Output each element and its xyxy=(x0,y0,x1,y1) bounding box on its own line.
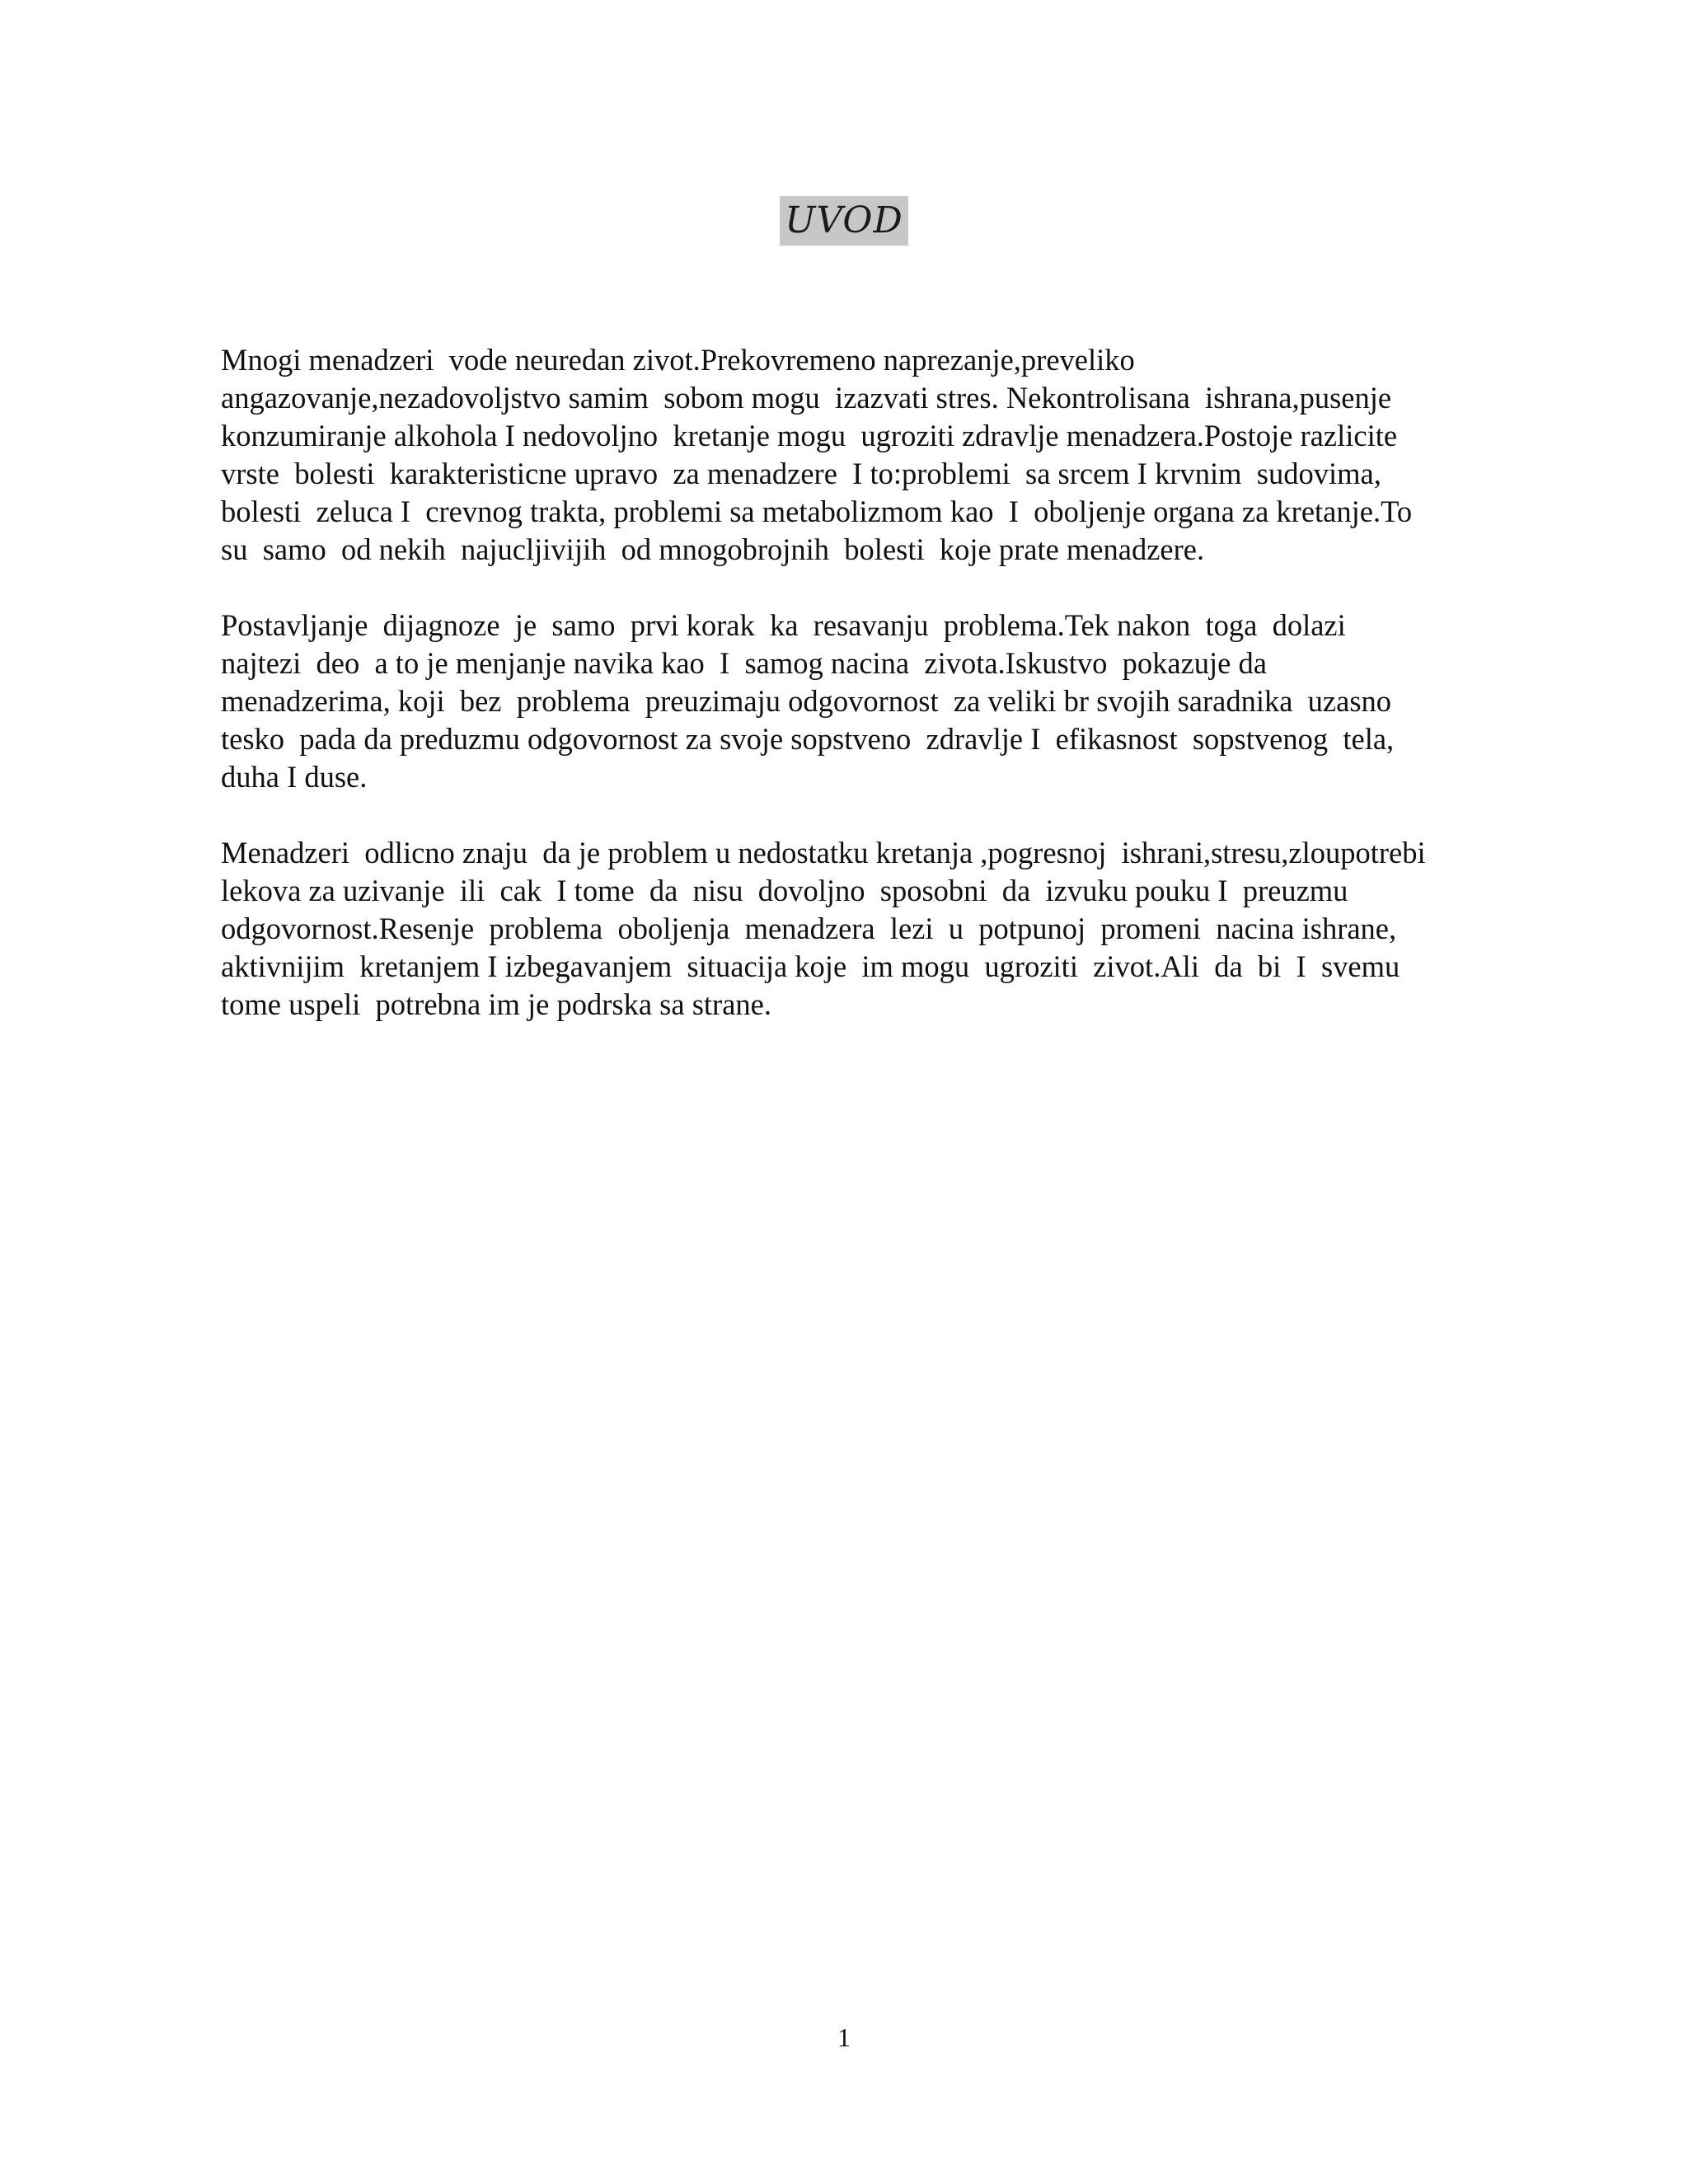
paragraph-line: tome uspeli potrebna im je podrska sa strane. xyxy=(221,987,771,1021)
paragraph-3 xyxy=(221,834,1540,1024)
page-number: 1 xyxy=(837,2022,851,2052)
page-title: UVOD xyxy=(780,196,907,246)
paragraph-1 xyxy=(221,341,1540,569)
paragraph-line: najtezi deo a to je menjanje navika kao I samog nacina zivota.Iskustvo pokazuje da xyxy=(221,646,1267,680)
paragraph-line: aktivnijim kretanjem I izbegavanjem situacija koje im mogu ugroziti zivot.Ali da bi I svemu xyxy=(221,949,1400,983)
paragraph-line: su samo od nekih najucljivijih od mnogobrojnih bolesti koje prate menadzere. xyxy=(221,532,1205,566)
paragraph-line: vrste bolesti karakteristicne upravo za menadzere I to:problemi sa srcem I krvnim sudovima, xyxy=(221,457,1381,490)
paragraph-line: Menadzeri odlicno znaju da je problem u nedostatku kretanja ,pogresnoj ishrani,stresu,zloupotrebi xyxy=(221,836,1426,869)
paragraph-line: angazovanje,nezadovoljstvo samim sobom mogu izazvati stres. Nekontrolisana ishrana,pusenje xyxy=(221,381,1392,415)
paragraph-line: odgovornost.Resenje problema oboljenja menadzera lezi u potpunoj promeni nacina ishrane, xyxy=(221,912,1397,945)
paragraph-line: menadzerima, koji bez problema preuzimaju odgovornost za veliki br svojih saradnika uzasno xyxy=(221,684,1392,718)
paragraph-line: Mnogi menadzeri vode neuredan zivot.Prekovremeno naprezanje,preveliko xyxy=(221,343,1135,377)
paragraph-line: Postavljanje dijagnoze je samo prvi korak ka resavanju problema.Tek nakon toga dolazi xyxy=(221,608,1346,642)
paragraph-line: duha I duse. xyxy=(221,760,368,794)
title-container xyxy=(0,196,1688,246)
paragraph-line: bolesti zeluca I crevnog trakta, problemi sa metabolizmom kao I oboljenje organa za kretanje.To xyxy=(221,494,1413,528)
body-text xyxy=(221,341,1540,1062)
paragraph-line: tesko pada da preduzmu odgovornost za svoje sopstveno zdravlje I efikasnost sopstvenog tela, xyxy=(221,722,1395,756)
paragraph-line: lekova za uzivanje ili cak I tome da nisu dovoljno sposobni da izvuku pouku I preuzmu xyxy=(221,874,1348,907)
paragraph-line: konzumiranje alkohola I nedovoljno kretanje mogu ugroziti zdravlje menadzera.Postoje razlicite xyxy=(221,419,1398,452)
paragraph-2 xyxy=(221,607,1540,796)
